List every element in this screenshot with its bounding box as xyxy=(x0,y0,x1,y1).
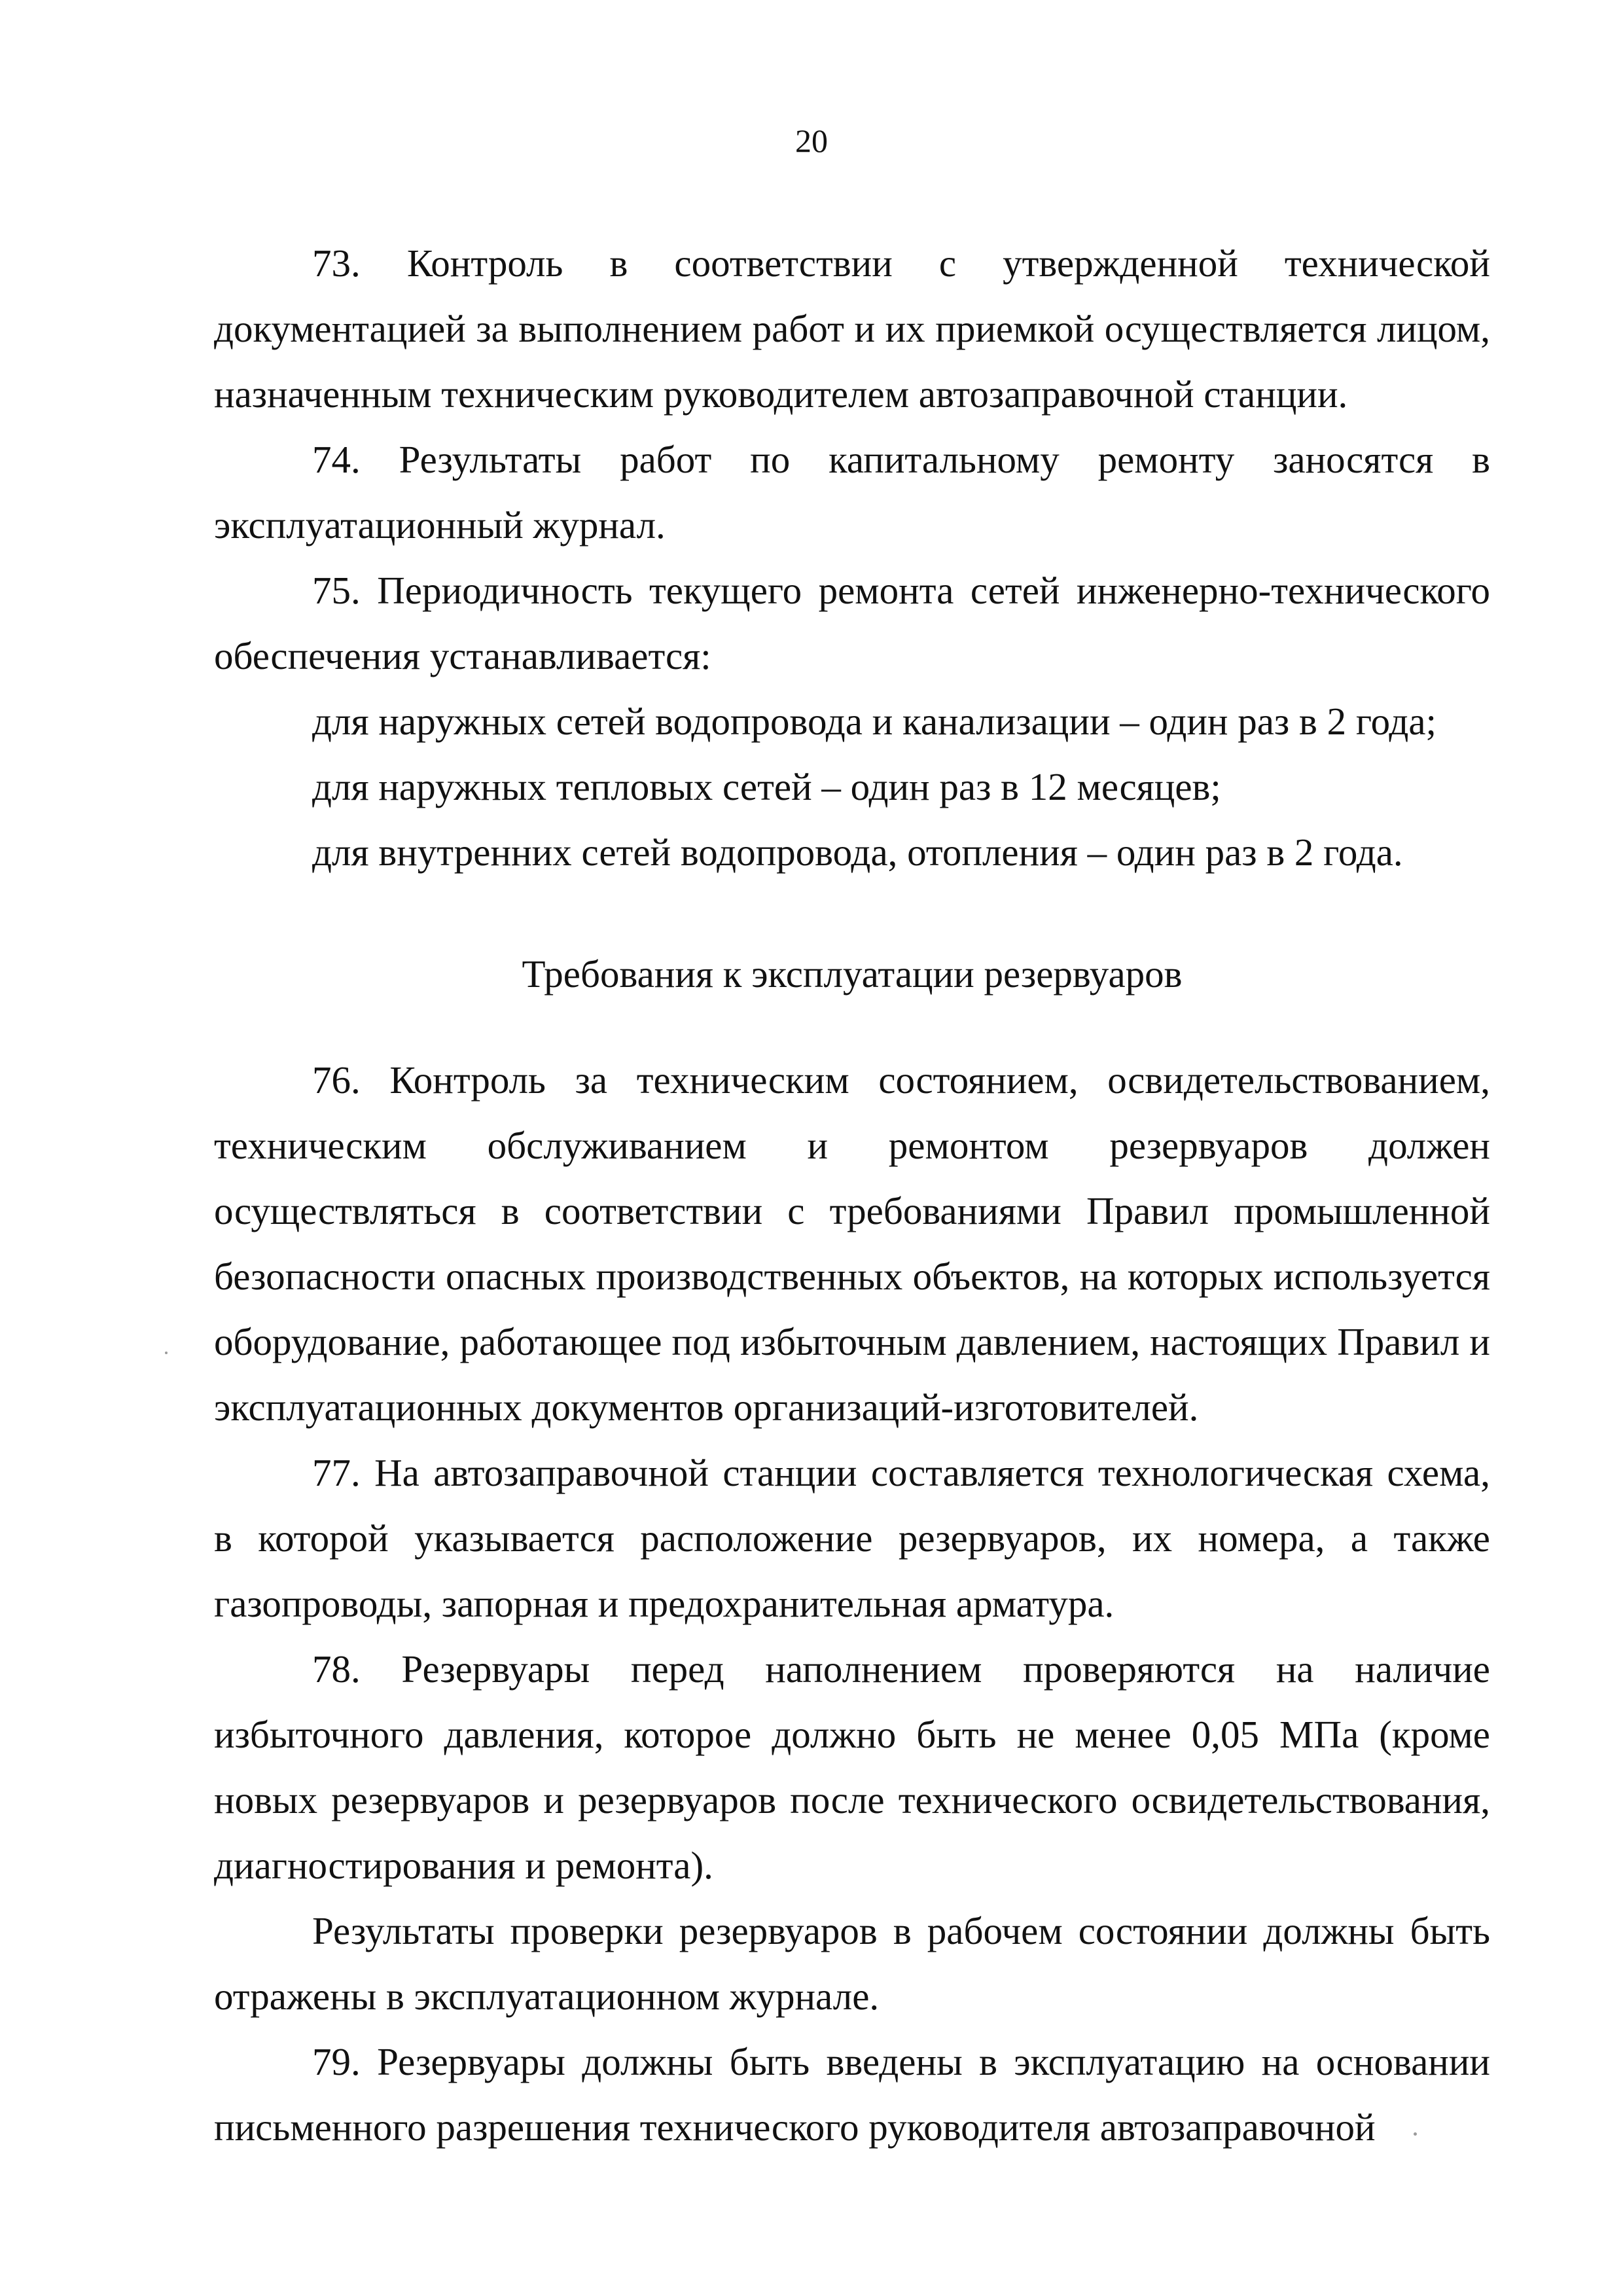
paragraph-74: 74. Результаты работ по капитальному ремонту заносятся в эксплуатационный журнал. xyxy=(214,438,1490,547)
paragraph-78-results: Результаты проверки резервуаров в рабочем состоянии должны быть отражены в эксплуатационном журнале. xyxy=(214,1909,1490,2018)
paragraph-79: 79. Резервуары должны быть введены в эксплуатацию на основании письменного разрешения технического руководителя автозаправочной xyxy=(214,2040,1490,2149)
scan-speck xyxy=(165,1352,168,1354)
paragraph-76: 76. Контроль за техническим состоянием, освидетельствованием, техническим обслуживанием и ремонтом резервуаров должен осуществляться в соответствии с требованиями Правил промышленной безопасности опасных производственных объектов, на которых используется оборудование, работающее под избыточным давлением, настоящих Правил и эксплуатационных документов организаций-изготовителей. xyxy=(214,1058,1490,1429)
paragraph-75: 75. Периодичность текущего ремонта сетей инженерно-технического обеспечения устанавливается: xyxy=(214,569,1490,677)
paragraph-73: 73. Контроль в соответствии с утвержденной технической документацией за выполнением работ и их приемкой осуществляется лицом, назначенным техническим руководителем автозаправочной станции. xyxy=(214,242,1490,416)
list-item-outer-water-networks: для наружных сетей водопровода и канализации – один раз в 2 года; xyxy=(312,700,1436,743)
paragraph-78: 78. Резервуары перед наполнением проверяются на наличие избыточного давления, которое должно быть не менее 0,05 МПа (кроме новых резервуаров и резервуаров после технического освидетельствования, диагностирования и ремонта). xyxy=(214,1647,1490,1887)
paragraph-77: 77. На автозаправочной станции составляется технологическая схема, в которой указывается расположение резервуаров, их номера, а также газопроводы, запорная и предохранительная арматура. xyxy=(214,1451,1490,1625)
page-number: 20 xyxy=(795,122,828,159)
list-item-inner-networks: для внутренних сетей водопровода, отопления – один раз в 2 года. xyxy=(312,831,1403,874)
list-item-outer-heat-networks: для наружных тепловых сетей – один раз в 12 месяцев; xyxy=(312,765,1221,808)
section-heading: Требования к эксплуатации резервуаров xyxy=(522,952,1183,996)
scan-speck xyxy=(1414,2132,1417,2136)
document-body xyxy=(214,230,1490,2160)
